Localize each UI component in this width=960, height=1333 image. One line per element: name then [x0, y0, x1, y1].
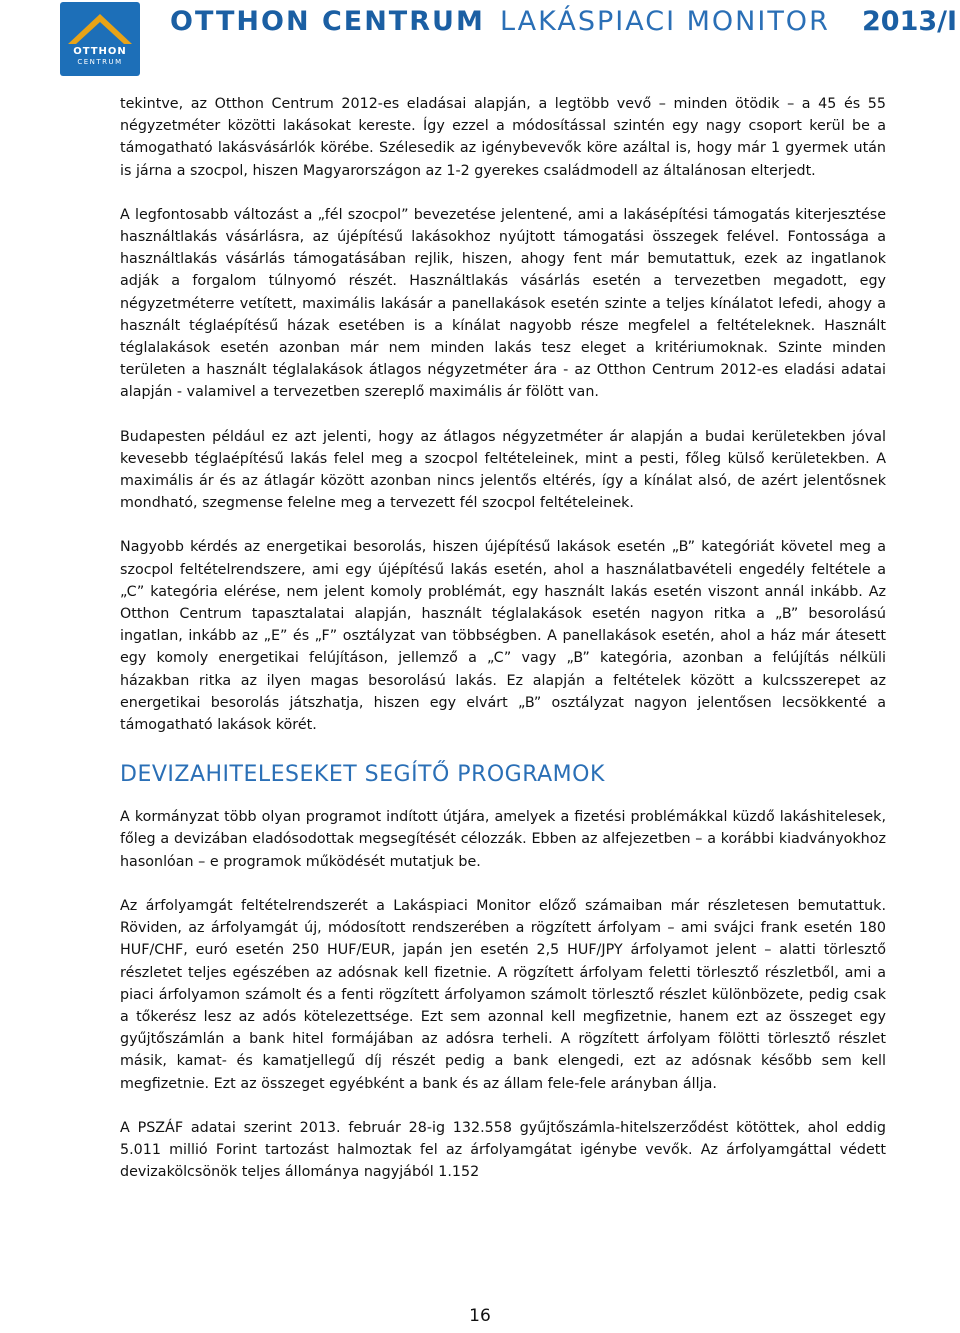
body-paragraph: Nagyobb kérdés az energetikai besorolás, hiszen újépítésű lakások esetén „B” kategóriát követel meg a szocpol feltételrendszere, ami egy újépítésű lakás esetén, ahol a használatbavételi engedély feltétele a „C” kategória elérése, nem jelent komoly problémát, egy használt lakás esetén viszont annál inkább. Az Otthon Centrum tapasztalatai alapján, használt téglalakások esetén nagyon ritka a „B” besorolású ingatlan, inkább az „E” és „F” osztályzat van többségben. A panellakások esetén, ahol a ház már átesett egy komoly energetikai felújításon, jellemző a „C” vagy „B” kategória, azonban a felújítás nélküli házakban ritka az ilyen magas besorolású lakás. Ez alapján a feltételek között a kulcsszerepet az energetikai besorolás játszhatja, hiszen egy elvárt „B” osztályzat nagyon jelentősen lecsökkenté a támogatható lakások körét. — [120, 539, 886, 734]
body-paragraph: A kormányzat több olyan programot indított útjára, amelyek a fizetési problémákkal küzdő lakáshitelesek, főleg a devizában eladósodottak megsegítését célozzák. Ebben az alfejezetben – a korábbi kiadványokhoz hasonlóan – e programok működését mutatjuk be. — [120, 809, 886, 870]
document-body — [120, 93, 886, 1183]
body-paragraph: Az árfolyamgát feltételrendszerét a Lakáspiaci Monitor előző számaiban már részletesen bemutattuk. Röviden, az árfolyamgát új, módosított rendszerében a rögzített árfolyam – ami svájci frank esetén 180 HUF/CHF, euró esetén 250 HUF/EUR, japán jen esetén 2,5 HUF/JPY árfolyamot jelent – alatti törlesztő részletet teljes egészében az adósnak kell fizetnie. A rögzített árfolyam feletti törlesztő részletből, ami a piaci árfolyamon számolt és a fenti rögzített árfolyamon számolt törlesztő részlet különbözete, pedig csak a tőkerész lesz az adós kötelezettsége. Ezt sem azonnal kell megfizetnie, hanem ezt az összeget egy gyűjtőszámlán a bank hitel formájában az adósra terheli. A rögzített árfolyam fölötti törlesztő részlet másik, kamat- és kamatjellegű díj részét pedig a bank elengedi, ezt az adósnak később sem kell megfizetnie. Ezt az összeget egyébként a bank és az állam fele-fele arányban állja. — [120, 897, 886, 1092]
body-paragraph: A legfontosabb változást a „fél szocpol” bevezetése jelentené, ami a lakásépítési támogatás kiterjesztése használtlakás vásárlásra, az újépítésű lakásokhoz nyújtott támogatási összegek felével. Fontossága a használtlakás vásárlás támogatásában rejlik, hiszen, ahogy fent már bemutattuk, ezek az ingatlanok adják a forgalom túlnyomó részét. Használtlakás vásárlás esetén a tervezetben megadott, egy négyzetméterre vetített, maximális lakásár a panellakások esetén szinte a teljes kínálatot lefedi, ahogy a használt téglaépítésű házak esetében is a kínálat nagyobb része megfelel a feltételeknek. Használt téglalakások esetén azonban már nem minden lakás tesz eleget a kritériumoknak. Szinte minden területen a használt téglalakások átlagos négyzetméter ára - az Otthon Centrum 2012-es eladási adatai alapján - valamivel a tervezetben szereplő maximális ár fölött van. — [120, 206, 886, 401]
publication-brand: OTTHON CENTRUM — [170, 6, 485, 37]
page-number: 16 — [469, 1306, 491, 1326]
logo-wordmark-bottom: CENTRUM — [77, 58, 123, 66]
publication-issue: 2013/I — [862, 6, 958, 37]
otthon-centrum-logo — [60, 2, 140, 76]
publication-title: LAKÁSPIACI MONITOR — [500, 6, 830, 37]
body-paragraph: Budapesten például ez azt jelenti, hogy az átlagos négyzetméter ár alapján a budai kerületekben jóval kevesebb téglaépítésű lakás felel meg a szocpol feltételeinek, mint a pesti, főleg külső kerületekben. A maximális ár és az átlagár között azonban nincs jelentős eltérés, így a kínálat alsó, de azért jelentősnek mondható, szegmense felelne meg a tervezett fél szocpol feltételeinek. — [120, 428, 886, 512]
section-heading: DEVIZAHITELESEKET SEGÍTŐ PROGRAMOK — [120, 762, 605, 788]
logo-wordmark-top: OTTHON — [73, 46, 127, 57]
page-header — [0, 0, 960, 80]
body-paragraph: A PSZÁF adatai szerint 2013. február 28-ig 132.558 gyűjtőszámla-hitelszerződést kötöttek, ahol eddig 5.011 millió Forint tartozást halmoztak fel az árfolyamgátat igénybe vevők. Az árfolyamgáttal védett devizakölcsönök teljes állománya nagyjából 1.152 — [120, 1119, 886, 1181]
body-paragraph: tekintve, az Otthon Centrum 2012-es eladásai alapján, a legtöbb vevő – minden ötödik – a 45 és 55 négyzetméter közötti lakásokat kereste. Így ezzel a módosítással szintén egy nagy csoport kerül be a támogatható lakásvásárlók körébe. Szélesedik az igénybevevők köre azáltal is, hogy már 1 gyermek után is járna a szocpol, hiszen Magyarországon az 1-2 gyerekes családmodell az általánosan elterjedt. — [120, 96, 886, 179]
